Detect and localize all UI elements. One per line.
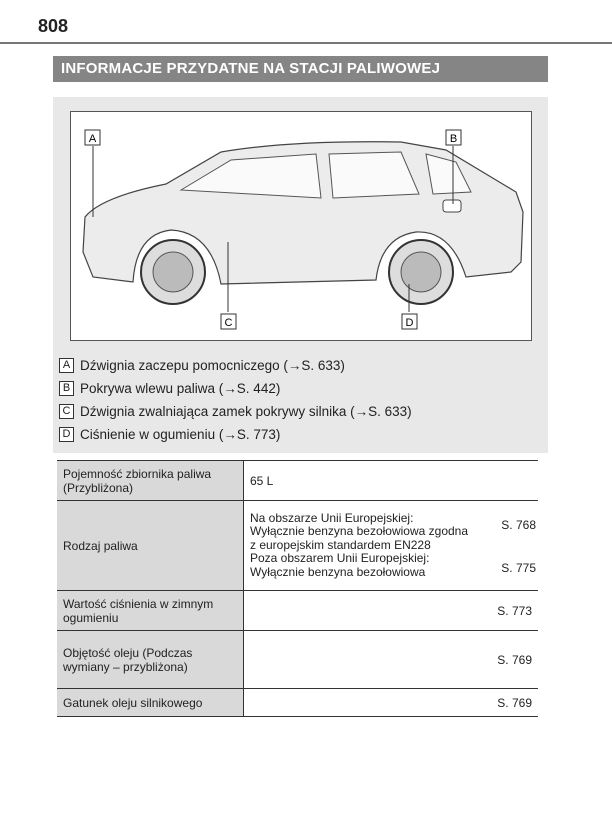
legend-item — [59, 400, 412, 423]
legend-text: Pokrywa wlewu paliwa (→S. 442) — [80, 381, 281, 396]
row-label: Wartość ciśnienia w zimnym ogumieniu — [57, 591, 244, 631]
figure-legend — [59, 354, 412, 446]
page-ref: S. 775 — [501, 561, 536, 575]
car-illustration — [70, 111, 532, 341]
value-line: Na obszarze Unii Europejskiej: — [250, 510, 414, 525]
table-row — [57, 591, 538, 631]
page-ref: S. 769 — [497, 695, 532, 710]
legend-key: D — [59, 427, 74, 442]
row-label: Gatunek oleju silnikowego — [57, 689, 244, 717]
fuel-info-table — [57, 460, 538, 717]
table-row — [57, 689, 538, 717]
page-number: 808 — [38, 16, 69, 36]
figure-panel — [53, 97, 548, 453]
table-row — [57, 631, 538, 689]
row-label: Objętość oleju (Podczas wymiany – przybliżona) — [57, 631, 244, 689]
car-side-view-icon — [71, 112, 531, 340]
legend-text: Dźwignia zaczepu pomocniczego (→S. 633) — [80, 358, 345, 373]
legend-key: A — [59, 358, 74, 373]
header-rule — [0, 42, 612, 44]
figure-label-a: A — [88, 133, 97, 145]
legend-key: C — [59, 404, 74, 419]
value-line: Wyłącznie benzyna bezołowiowa zgodna — [250, 524, 469, 539]
value-line: Wyłącznie benzyna bezołowiowa — [250, 564, 426, 579]
row-value: 65 L — [244, 461, 539, 501]
row-label: Rodzaj paliwa — [57, 501, 244, 591]
row-value — [244, 501, 539, 591]
legend-item — [59, 423, 412, 446]
value-line: Poza obszarem Unii Europejskiej: — [250, 551, 430, 566]
legend-item — [59, 354, 412, 377]
section-title: INFORMACJE PRZYDATNE NA STACJI PALIWOWEJ — [53, 56, 548, 82]
page-ref: S. 768 — [501, 518, 536, 532]
row-value — [244, 631, 539, 689]
legend-text: Dźwignia zwalniająca zamek pokrywy silnika (→S. 633) — [80, 404, 412, 419]
legend-item — [59, 377, 412, 400]
value-line: z europejskim standardem EN228 — [250, 537, 431, 552]
row-value — [244, 689, 539, 717]
legend-text: Ciśnienie w ogumieniu (→S. 773) — [80, 427, 281, 442]
figure-label-b: B — [449, 133, 458, 145]
legend-key: B — [59, 381, 74, 396]
table-row — [57, 461, 538, 501]
row-label: Pojemność zbiornika paliwa (Przybliżona) — [57, 461, 244, 501]
page-ref: S. 773 — [497, 603, 532, 618]
table-row — [57, 501, 538, 591]
figure-label-c: C — [224, 317, 233, 329]
row-value — [244, 591, 539, 631]
page-ref: S. 769 — [497, 652, 532, 667]
figure-label-d: D — [405, 317, 414, 329]
